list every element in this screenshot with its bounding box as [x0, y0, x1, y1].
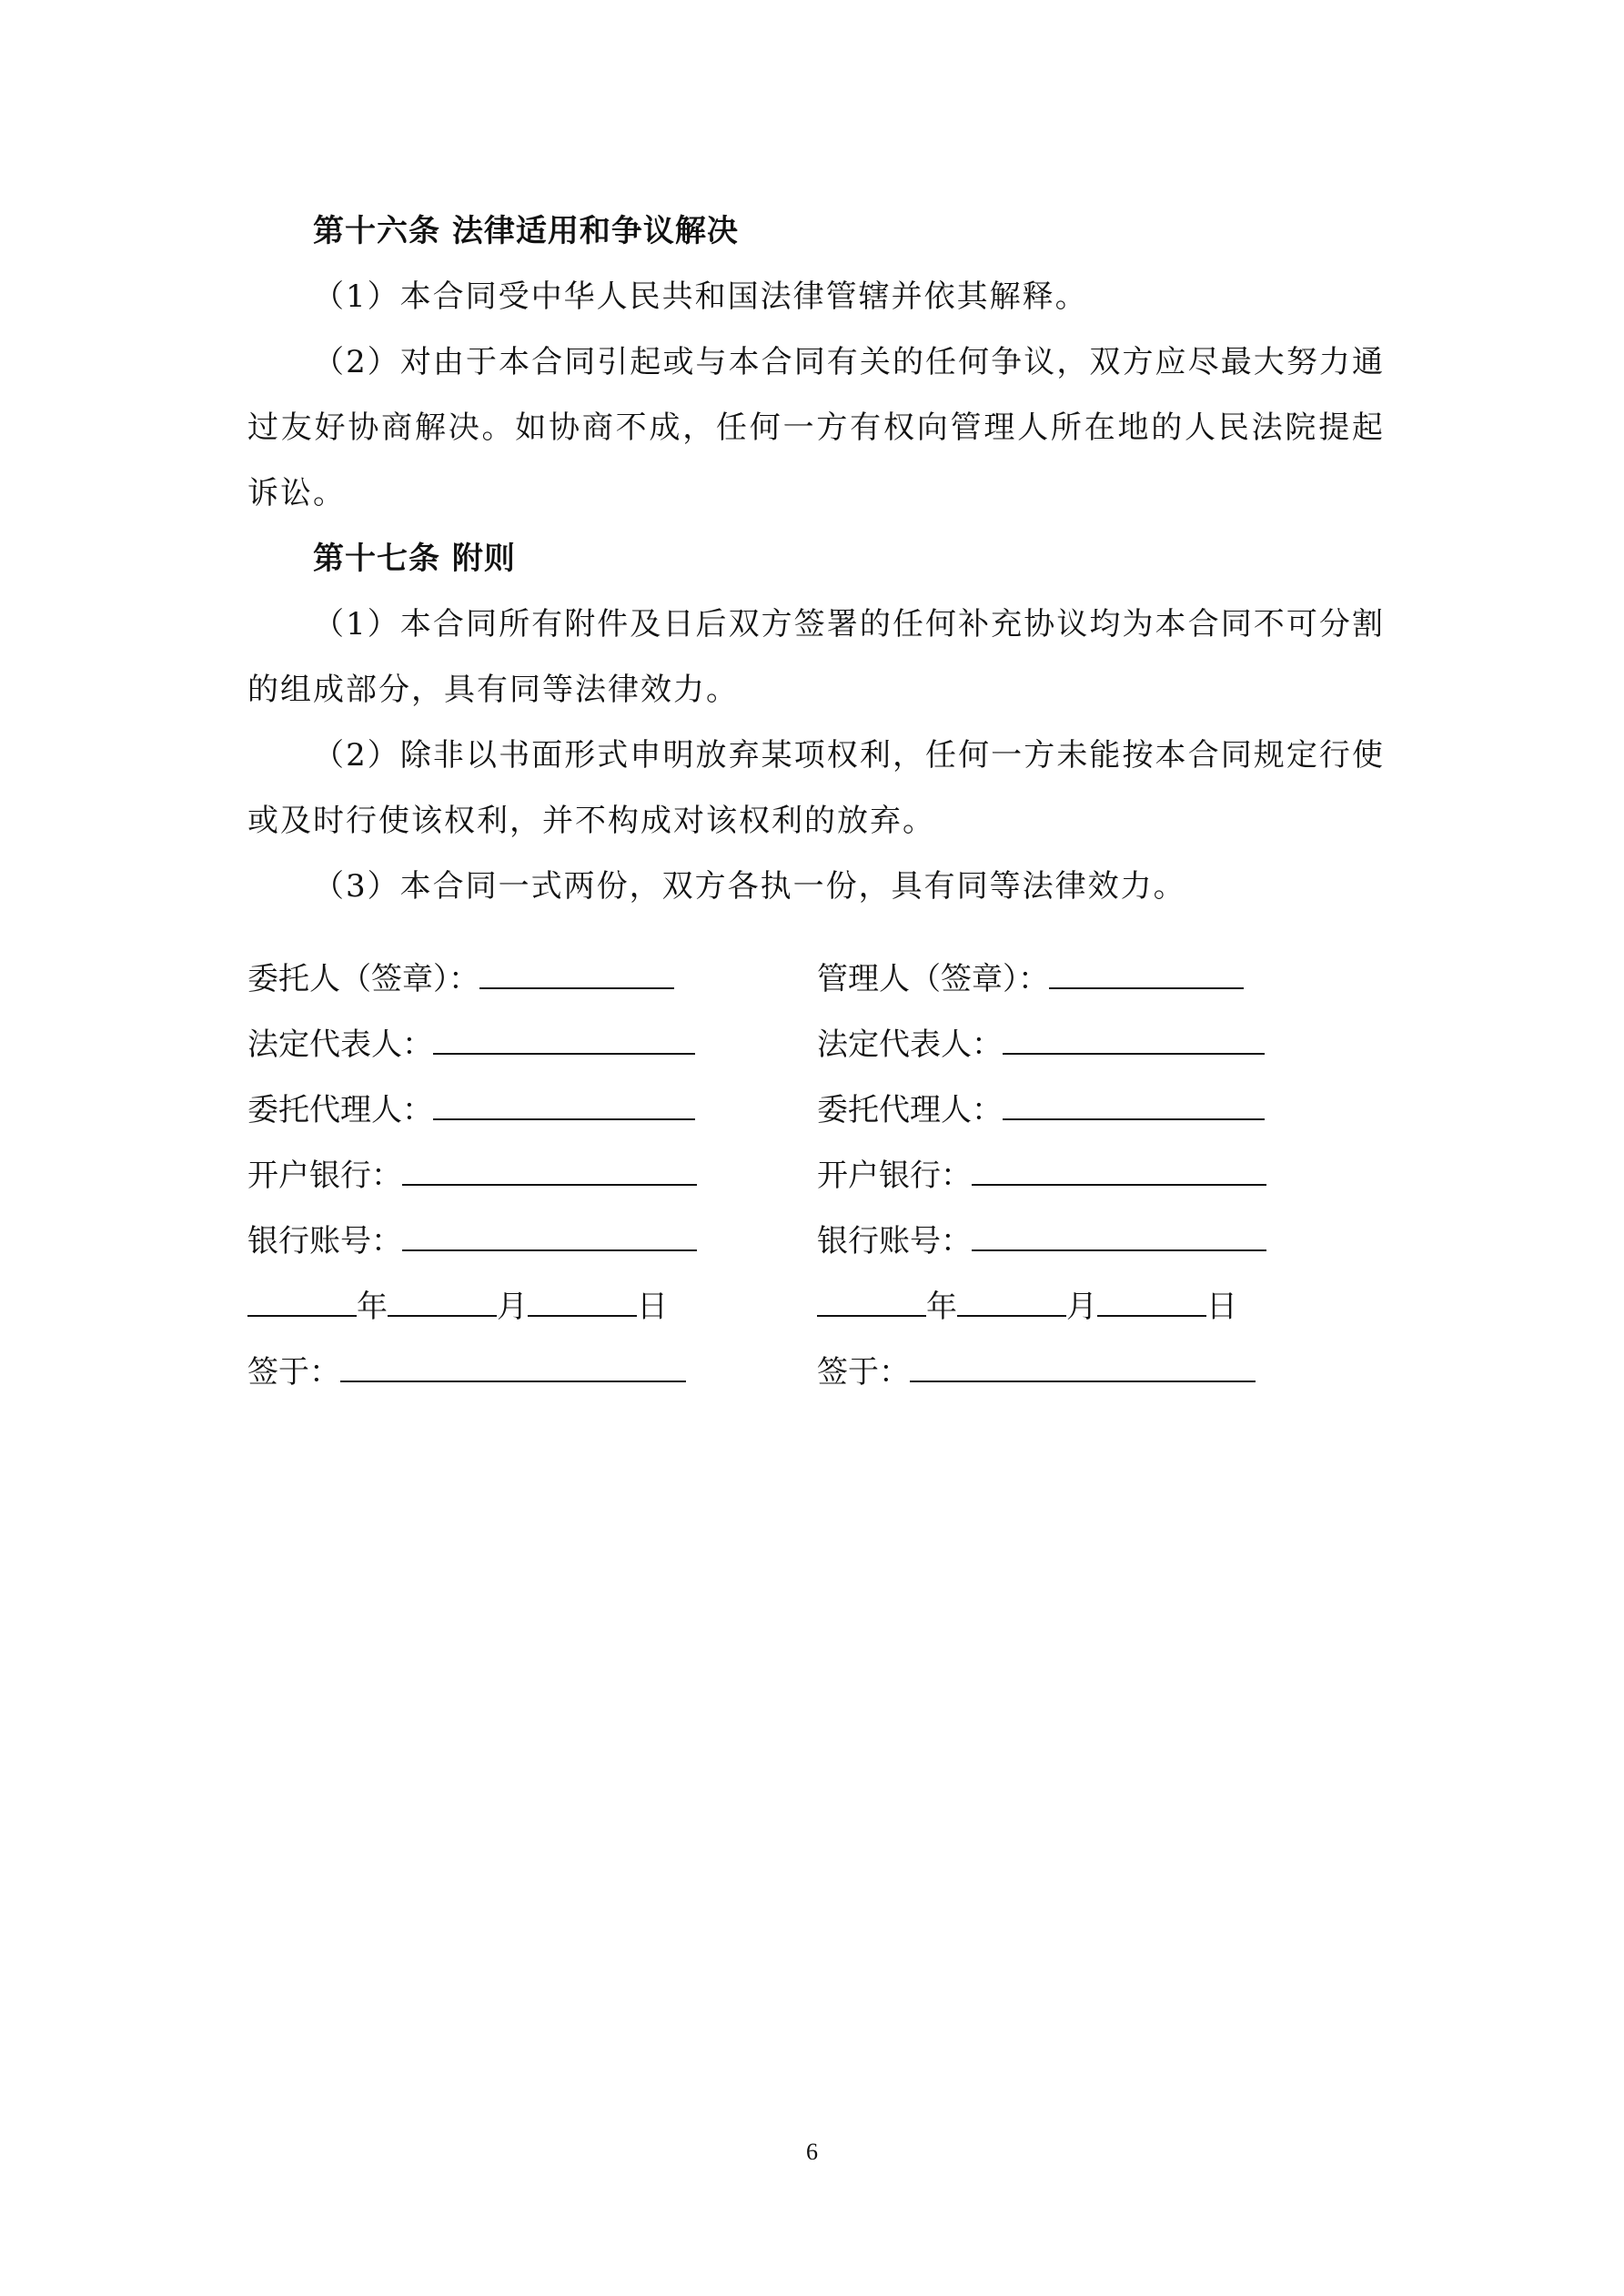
principal-signature-line	[479, 951, 674, 989]
signature-row-legal-rep	[247, 1012, 1385, 1077]
left-year-line	[247, 1279, 357, 1317]
right-signed-at-field	[817, 1340, 1256, 1405]
left-day-line	[528, 1279, 637, 1317]
left-year-label: 年	[357, 1289, 388, 1325]
right-legal-rep-label: 法定代表人：	[817, 1027, 1003, 1063]
left-agent-line	[433, 1082, 695, 1120]
manager-signature-field	[817, 946, 1244, 1012]
left-day-label: 日	[637, 1289, 668, 1325]
left-bank-label: 开户银行：	[247, 1158, 402, 1194]
left-account-field	[247, 1209, 697, 1274]
signature-row-bank	[247, 1143, 1385, 1209]
page-number: 6	[806, 2139, 818, 2165]
article-17-heading: 第十七条 附则	[313, 541, 516, 577]
article-16-heading: 第十六条 法律适用和争议解决	[313, 213, 739, 249]
article-17-clause-2: （2）除非以书面形式申明放弃某项权利，任何一方未能按本合同规定行使或及时行使该权利，并不构成对该权利的放弃。	[247, 737, 1385, 839]
left-bank-field	[247, 1143, 697, 1209]
left-signed-at-label: 签于：	[247, 1354, 340, 1391]
right-bank-line	[972, 1148, 1266, 1186]
left-month-line	[388, 1279, 497, 1317]
right-account-label: 银行账号：	[817, 1223, 972, 1259]
article-16-clause-2: （2）对由于本合同引起或与本合同有关的任何争议，双方应尽最大努力通过友好协商解决。如协商不成，任何一方有权向管理人所在地的人民法院提起诉讼。	[247, 344, 1385, 511]
article-17-clause-1: （1）本合同所有附件及日后双方签署的任何补充协议均为本合同不可分割的组成部分，具有同等法律效力。	[247, 606, 1385, 708]
left-agent-label: 委托代理人：	[247, 1092, 433, 1128]
signature-row-signed-at	[247, 1340, 1385, 1405]
article-17-clause-3: （3）本合同一式两份，双方各执一份，具有同等法律效力。	[313, 868, 1186, 905]
right-signed-at-label: 签于：	[817, 1354, 910, 1391]
left-legal-rep-field	[247, 1012, 695, 1077]
left-signed-at-line	[340, 1344, 686, 1382]
left-account-line	[402, 1213, 697, 1251]
right-year-label: 年	[926, 1289, 957, 1325]
right-year-line	[817, 1279, 926, 1317]
right-agent-label: 委托代理人：	[817, 1092, 1003, 1128]
signature-row-date	[247, 1274, 1385, 1340]
left-account-label: 银行账号：	[247, 1223, 402, 1259]
principal-signature-field	[247, 946, 674, 1012]
right-bank-label: 开户银行：	[817, 1158, 972, 1194]
right-date-field	[817, 1274, 1237, 1340]
left-agent-field	[247, 1077, 695, 1143]
left-signed-at-field	[247, 1340, 686, 1405]
right-month-label: 月	[1066, 1289, 1097, 1325]
right-agent-line	[1003, 1082, 1265, 1120]
signature-block	[247, 946, 1385, 1405]
right-account-field	[817, 1209, 1266, 1274]
left-legal-rep-line	[433, 1017, 695, 1055]
contract-body	[247, 198, 1385, 919]
left-legal-rep-label: 法定代表人：	[247, 1027, 433, 1063]
principal-label: 委托人（签章）：	[247, 961, 479, 997]
right-month-line	[957, 1279, 1066, 1317]
right-signed-at-line	[910, 1344, 1256, 1382]
right-day-label: 日	[1206, 1289, 1237, 1325]
left-month-label: 月	[497, 1289, 528, 1325]
manager-label: 管理人（签章）：	[817, 961, 1049, 997]
signature-row-principal	[247, 946, 1385, 1012]
manager-signature-line	[1049, 951, 1244, 989]
right-agent-field	[817, 1077, 1265, 1143]
right-legal-rep-line	[1003, 1017, 1265, 1055]
article-16-clause-1: （1）本合同受中华人民共和国法律管辖并依其解释。	[313, 278, 1088, 315]
left-bank-line	[402, 1148, 697, 1186]
right-account-line	[972, 1213, 1266, 1251]
right-bank-field	[817, 1143, 1266, 1209]
right-legal-rep-field	[817, 1012, 1265, 1077]
signature-row-agent	[247, 1077, 1385, 1143]
right-day-line	[1097, 1279, 1206, 1317]
left-date-field	[247, 1274, 668, 1340]
signature-row-account	[247, 1209, 1385, 1274]
